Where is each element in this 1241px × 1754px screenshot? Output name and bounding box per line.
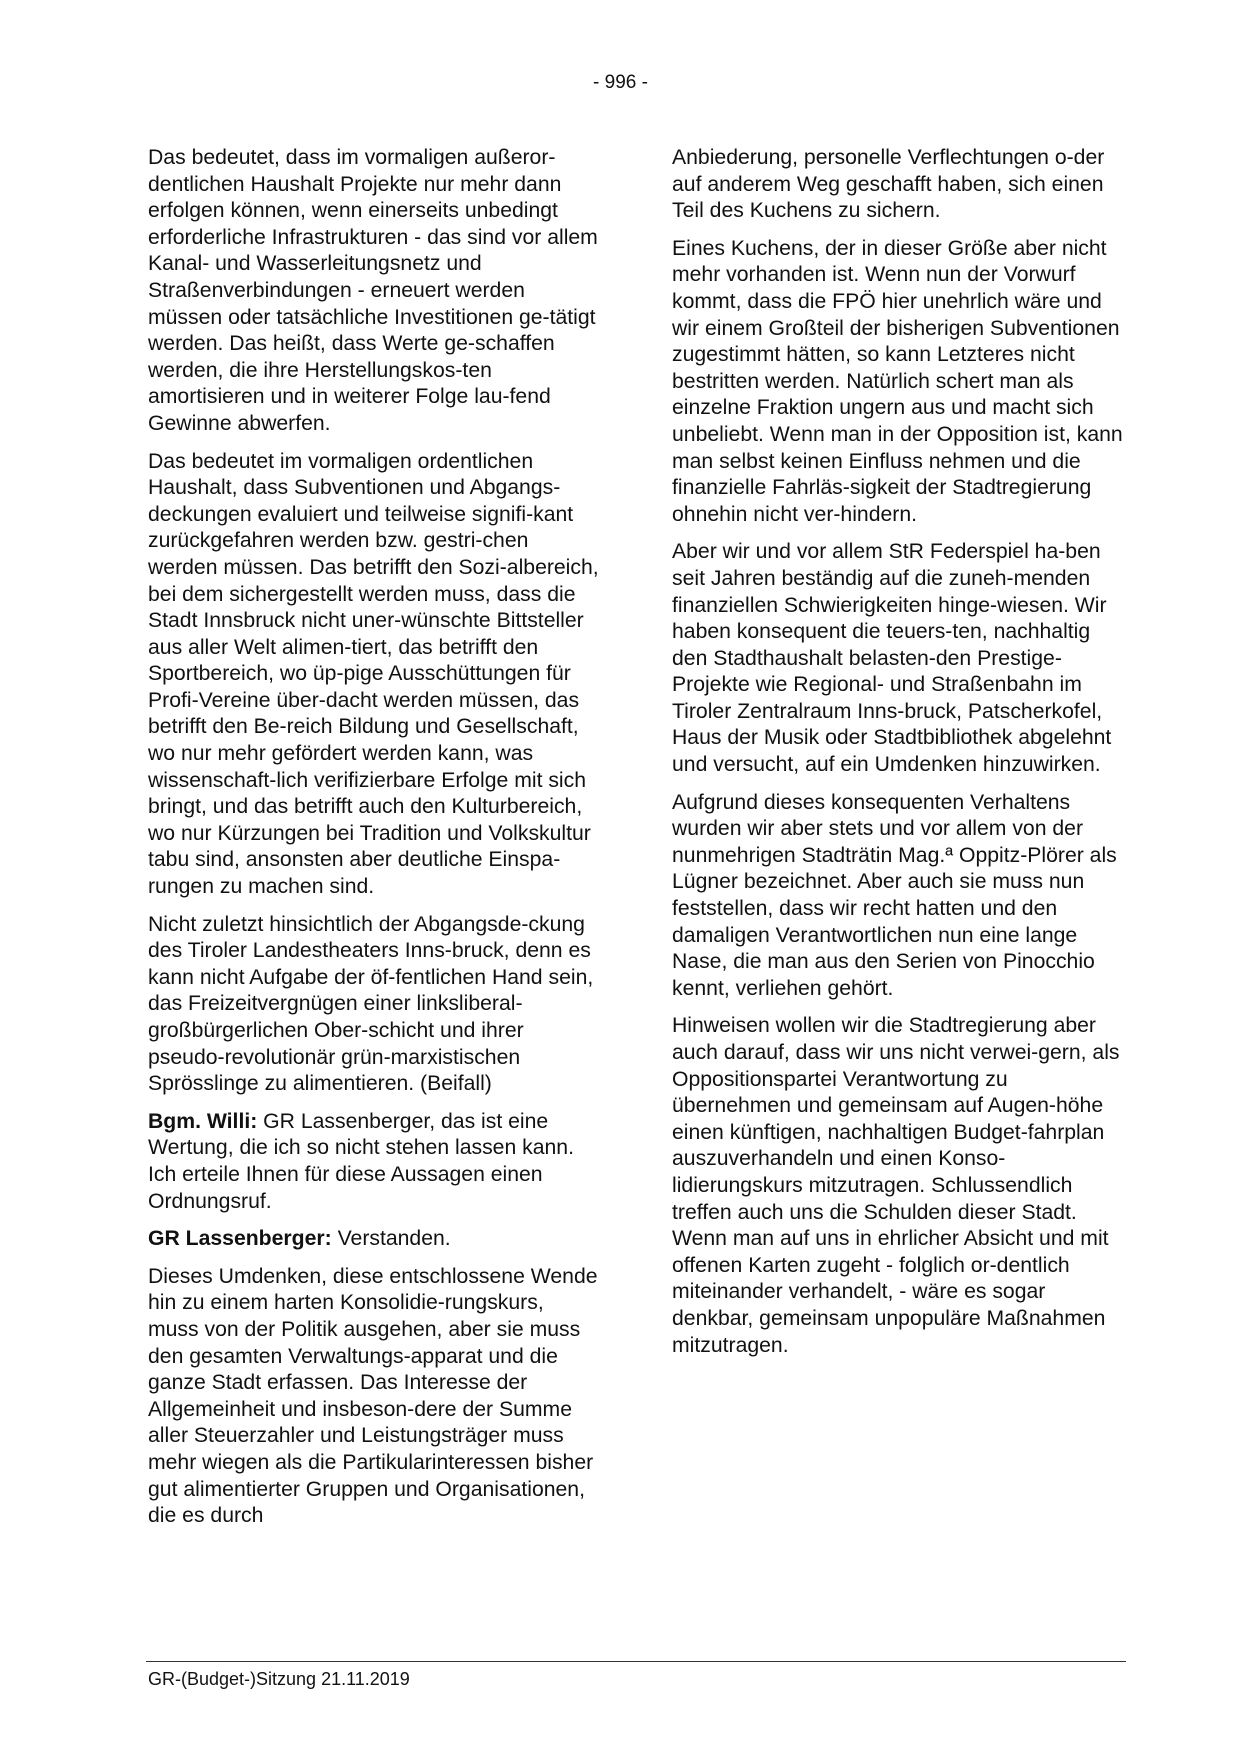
paragraph: Eines Kuchens, der in dieser Größe aber nicht mehr vorhanden ist. Wenn nun der Vorwurf kommt, dass die FPÖ hier unehrlich wäre und wir einem Großteil der bisherigen Subventionen zugestimmt hätten, so kann Letzteres nicht bestritten werden. Natürlich schert man als einzelne Fraktion ungern aus und macht sich unbeliebt. Wenn man in der Opposition ist, kann man selbst keinen Einfluss nehmen und die finanzielle Fahrläs-sigkeit der Stadtregierung ohnehin nicht ver-hindern. (672, 236, 1123, 526)
paragraph: Dieses Umdenken, diese entschlossene Wende hin zu einem harten Konsolidie-rungskurs, muss von der Politik ausgehen, aber sie muss den gesamten Verwaltungs-apparat und die ganze Stadt erfassen. Das Interesse der Allgemeinheit und insbeson-dere der Summe aller Steuerzahler und Leistungsträger muss mehr wiegen als die Partikularinteressen bisher gut alimentierter Gruppen und Organisationen, die es durch (148, 1264, 598, 1528)
left-column (148, 145, 600, 1541)
paragraph: Das bedeutet im vormaligen ordentlichen Haushalt, dass Subventionen und Abgangs-deckungen evaluiert und teilweise signifi-kant zurückgefahren werden bzw. gestri-chen werden müssen. Das betrifft den Sozi-albereich, bei dem sichergestellt werden muss, dass die Stadt Innsbruck nicht uner-wünschte Bittsteller aus aller Welt alimen-tiert, das betrifft den Sportbereich, wo üp-pige Ausschüttungen für Profi-Vereine über-dacht werden müssen, das betrifft den Be-reich Bildung und Gesellschaft, wo nur mehr gefördert werden kann, was wissenschaft-lich verifizierbare Erfolge mit sich bringt, und das betrifft auch den Kulturbereich, wo nur Kürzungen bei Tradition und Volkskultur tabu sind, ansonsten aber deutliche Einspa-rungen zu machen sind. (148, 449, 599, 899)
page-number: - 996 - (593, 72, 648, 93)
speech-text: GR Lassenberger, das ist eine Wertung, die ich so nicht stehen lassen kann. Ich erteile Ihnen für diese Aussagen einen Ordnungsruf. (148, 1109, 574, 1213)
footer-text: GR-(Budget-)Sitzung 21.11.2019 (148, 1669, 410, 1689)
right-column (672, 145, 1124, 1370)
speaker-name: GR Lassenberger: (148, 1227, 332, 1251)
paragraph: Anbiederung, personelle Verflechtungen o-der auf anderem Weg geschafft haben, sich einen Teil des Kuchens zu sichern. (672, 146, 1105, 223)
paragraph: Nicht zuletzt hinsichtlich der Abgangsde-ckung des Tiroler Landestheaters Inns-bruck, denn es kann nicht Aufgabe der öf-fentlichen Hand sein, das Freizeitvergnügen einer linksliberal-großbürgerlichen Ober-schicht und ihrer pseudo-revolutionär grün-marxistischen Sprösslinge zu alimentieren. (Beifall) (148, 912, 594, 1096)
speech-paragraph (148, 1226, 600, 1253)
paragraph: Hinweisen wollen wir die Stadtregierung aber auch darauf, dass wir uns nicht verwei-gern, als Oppositionspartei Verantwortung zu übernehmen und gemeinsam auf Augen-höhe einen künftigen, nachhaltigen Budget-fahrplan auszuverhandeln und einen Konso-lidierungskurs mitzutragen. Schlussendlich treffen auch uns die Schulden dieser Stadt. Wenn man auf uns in ehrlicher Absicht und mit offenen Karten zugeht - folglich or-dentlich miteinander verhandelt, - wäre es sogar denkbar, gemeinsam unpopuläre Maßnahmen mitzutragen. (672, 1014, 1120, 1357)
paragraph: Das bedeutet, dass im vormaligen außeror-dentlichen Haushalt Projekte nur mehr dann erfolgen können, wenn einerseits unbedingt erforderliche Infrastrukturen - das sind vor allem Kanal- und Wasserleitungsnetz und Straßenverbindungen - erneuert werden müssen oder tatsächliche Investitionen ge-tätigt werden. Das heißt, dass Werte ge-schaffen werden, die ihre Herstellungskos-ten amortisieren und in weiterer Folge lau-fend Gewinne abwerfen. (148, 146, 598, 435)
paragraph: Aufgrund dieses konsequenten Verhaltens wurden wir aber stets und vor allem von der nunmehrigen Stadträtin Mag.ª Oppitz-Plörer als Lügner bezeichnet. Aber auch sie muss nun feststellen, dass wir recht hatten und den damaligen Verantwortlichen nun eine lange Nase, die man aus den Serien von Pinocchio kennt, verliehen gehört. (672, 790, 1117, 1000)
paragraph: Aber wir und vor allem StR Federspiel ha-ben seit Jahren beständig auf die zuneh-menden finanziellen Schwierigkeiten hinge-wiesen. Wir haben konsequent die teuers-ten, nachhaltig den Stadthaushalt belasten-den Prestige-Projekte wie Regional- und Straßenbahn im Tiroler Zentralraum Inns-bruck, Patscherkofel, Haus der Musik oder Stadtbibliothek abgelehnt und versucht, auf ein Umdenken hinzuwirken. (672, 540, 1112, 777)
speech-text: Verstanden. (331, 1227, 451, 1251)
footer-divider (146, 1661, 1126, 1662)
speech-paragraph (148, 1109, 600, 1215)
speaker-name: Bgm. Willi: (148, 1109, 258, 1133)
